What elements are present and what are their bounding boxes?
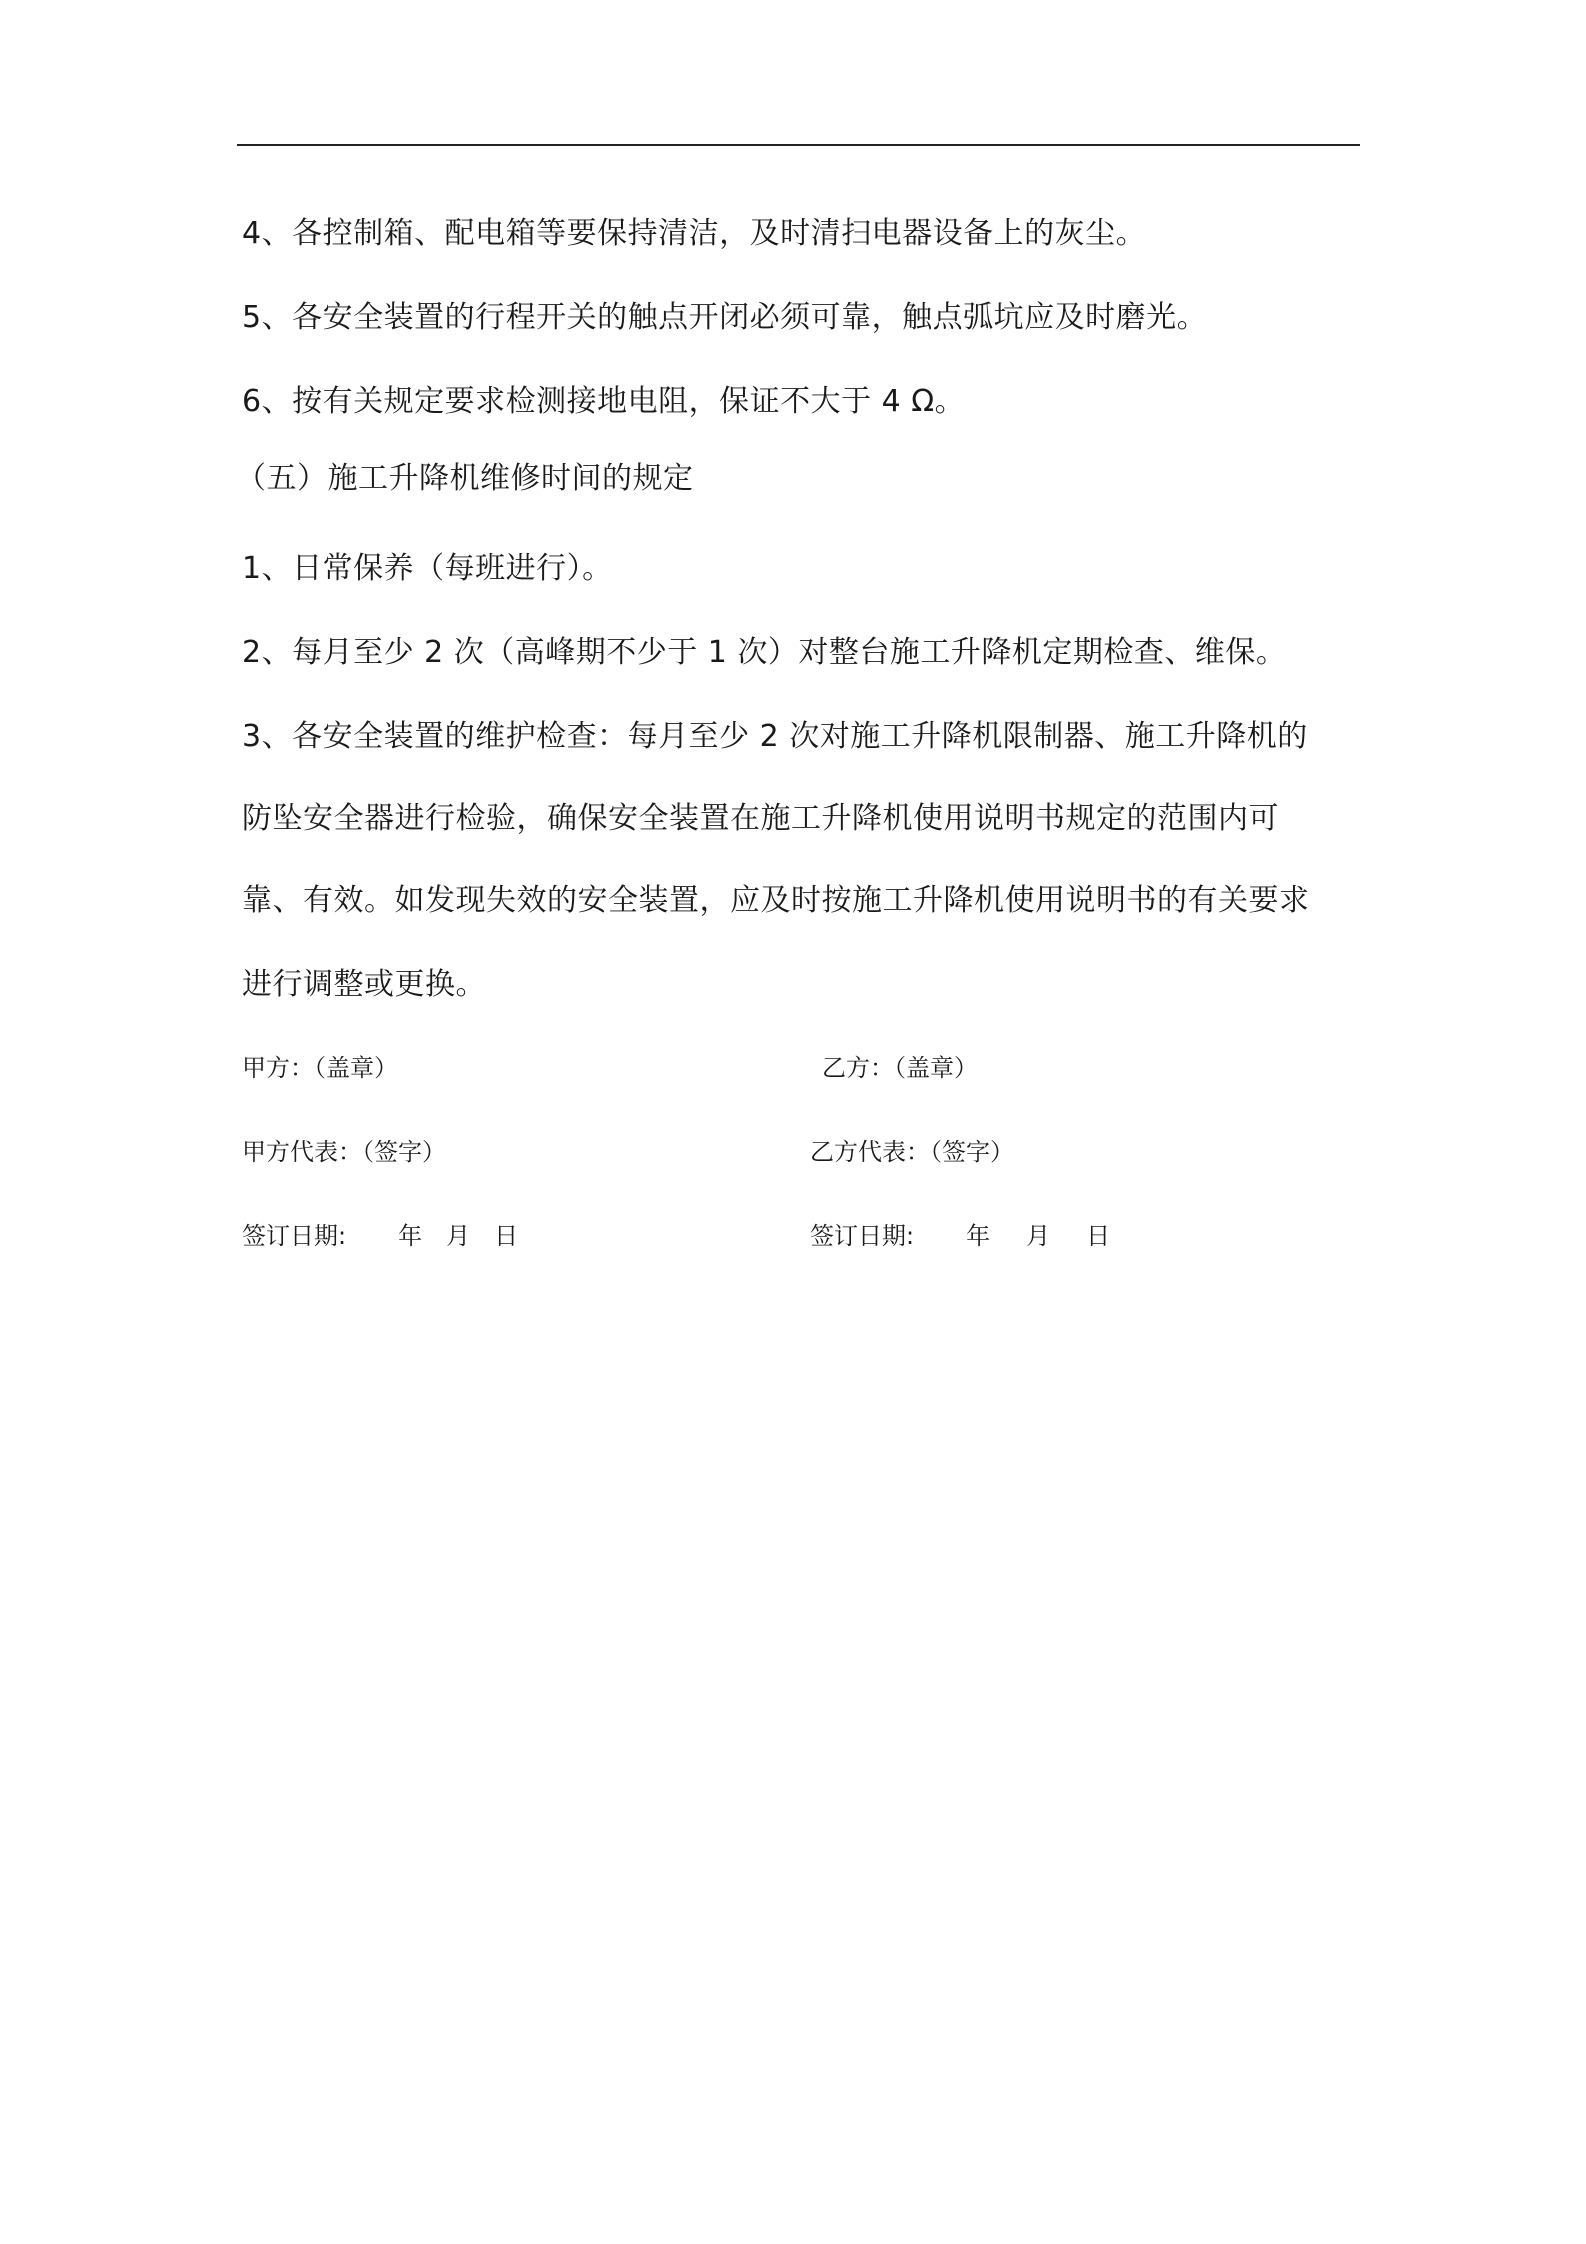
schedule-item-3-line-2: 防坠安全器进行检验，确保安全装置在施工升降机使用说明书规定的范围内可: [242, 801, 1279, 836]
day-label: 日: [494, 1222, 519, 1250]
party-b-signing-date: [810, 1221, 1110, 1251]
year-label: 年: [966, 1222, 991, 1250]
year-label: 年: [398, 1222, 423, 1250]
item-4: 4、各控制箱、配电箱等要保持清洁，及时清扫电器设备上的灰尘。: [242, 216, 1147, 251]
party-a-signing-date: [242, 1221, 518, 1251]
schedule-item-3-line-3: 靠、有效。如发现失效的安全装置，应及时按施工升降机使用说明书的有关要求: [242, 883, 1310, 918]
date-label: 签订日期:: [242, 1222, 347, 1250]
schedule-item-2: 2、每月至少 2 次（高峰期不少于 1 次）对整台施工升降机定期检查、维保。: [242, 635, 1287, 670]
party-b-representative: 乙方代表：（签字）: [810, 1138, 1014, 1166]
header-rule: [237, 144, 1360, 146]
schedule-item-3-line-1: 3、各安全装置的维护检查：每月至少 2 次对施工升降机限制器、施工升降机的: [242, 719, 1308, 754]
item-5: 5、各安全装置的行程开关的触点开闭必须可靠，触点弧坑应及时磨光。: [242, 300, 1208, 335]
month-label: 月: [1026, 1222, 1051, 1250]
day-label: 日: [1086, 1222, 1111, 1250]
section-heading: （五）施工升降机维修时间的规定: [236, 461, 694, 496]
schedule-item-1: 1、日常保养（每班进行）。: [242, 551, 613, 586]
party-a-representative: 甲方代表：（签字）: [242, 1138, 446, 1166]
month-label: 月: [446, 1222, 471, 1250]
party-b-seal: 乙方：（盖章）: [822, 1054, 978, 1082]
party-a-seal: 甲方：（盖章）: [242, 1054, 398, 1082]
schedule-item-3-line-4: 进行调整或更换。: [242, 967, 486, 1002]
item-6: 6、按有关规定要求检测接地电阻，保证不大于 4 Ω。: [242, 384, 966, 419]
date-label: 签订日期:: [810, 1222, 915, 1250]
